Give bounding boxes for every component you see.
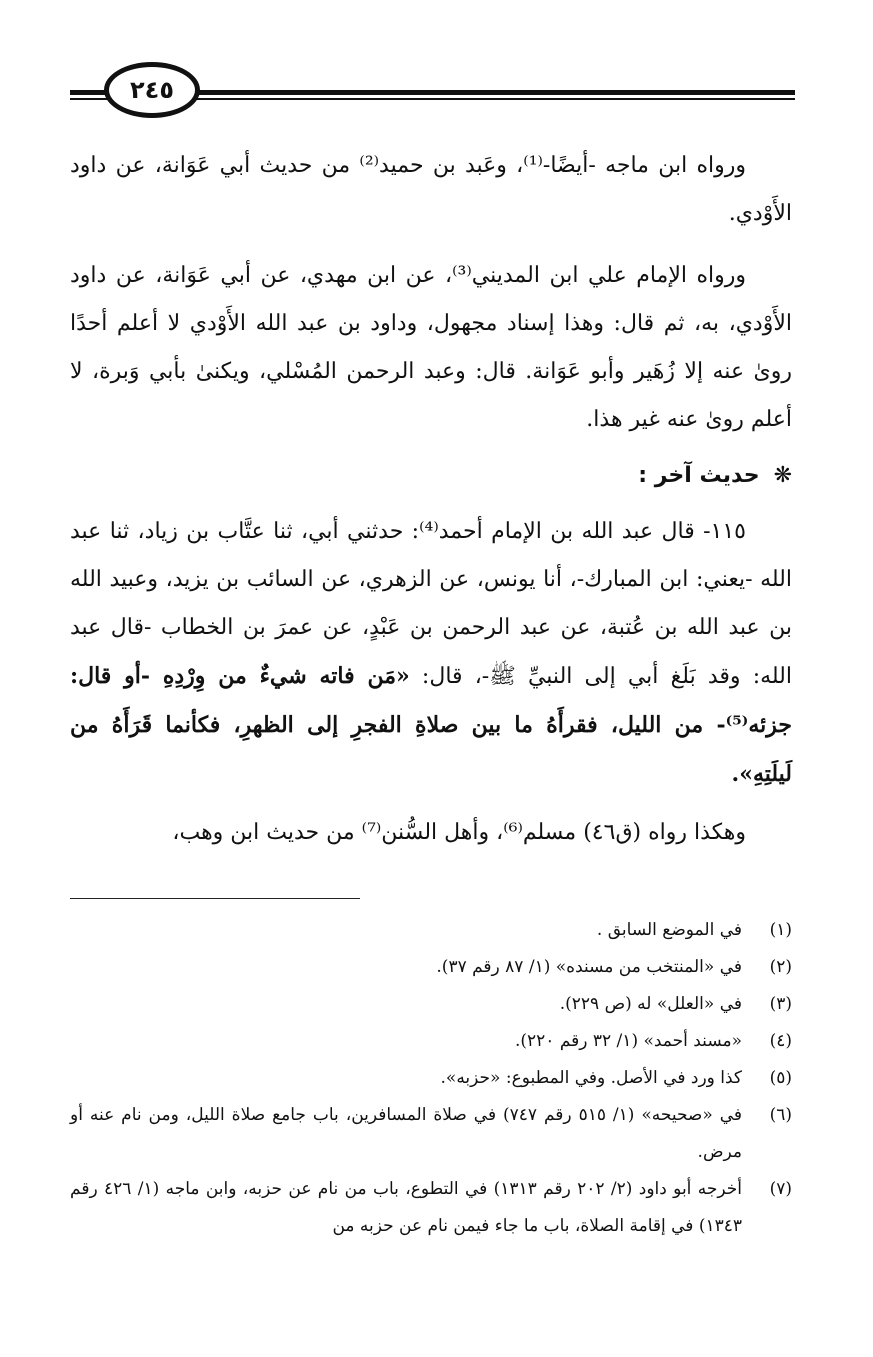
main-text [70, 142, 792, 857]
footnote-number: (١) [769, 920, 792, 940]
footnotes [70, 912, 792, 1245]
section-heading [70, 452, 792, 500]
footnote-number: (٧) [769, 1179, 792, 1199]
footnote-number: (٢) [769, 957, 792, 977]
footnote-text: في الموضع السابق . [596, 920, 742, 940]
asterism-icon: ❋ [773, 463, 792, 488]
paragraph-4: وهكذا رواه (ق٤٦) مسلم⁽⁶⁾، وأهل السُّنن⁽⁷⁾ من حديث ابن وهب، [172, 820, 746, 845]
footnote-item [70, 986, 792, 1023]
footnote-text: كذا ورد في الأصل. وفي المطبوع: «حزبه». [440, 1068, 742, 1088]
paragraph-2: ورواه الإمام علي ابن المديني⁽³⁾، عن ابن مهدي، عن أبي عَوَانة، عن داود الأَوْدي، به، ثم قال: وهذا إسناد مجهول، وداود بن عبد الله الأَوْدي لا أعلم أحدًا روىٰ عنه إلا زُهَير وأبو عَوَانة. قال: وعبد الرحمن المُسْلي، ويكنىٰ بأبي وَبرة، لا أعلم روىٰ عنه غير هذا. [70, 263, 792, 432]
page-number-oval [104, 62, 200, 118]
paragraph-3 [70, 508, 792, 799]
hadith-quote: «مَن فاته شيءٌ من وِرْدِهِ -أو قال: جزئه⁽⁵⁾- من الليل، فقرأَهُ ما بين صلاةِ الفجرِ إلى الظهرِ، فكأنما قَرَأَهُ من لَيلَتِهِ». [70, 663, 792, 787]
footnote-item [70, 1023, 792, 1060]
footnote-number: (٦) [769, 1105, 792, 1125]
footnote-separator [70, 898, 360, 899]
footnote-item [70, 912, 792, 949]
footnote-number: (٣) [769, 994, 792, 1014]
footnote-text: في «العلل» له (ص ٢٢٩). [559, 994, 742, 1014]
paragraph-1: ورواه ابن ماجه -أيضًا-⁽¹⁾، وعَبد بن حميد⁽²⁾ من حديث أبي عَوَانة، عن داود الأَوْدي. [70, 153, 792, 226]
section-heading-text: حديث آخر : [638, 463, 760, 488]
footnote-item [70, 1171, 792, 1245]
page-number: ٢٤٥ [130, 76, 174, 104]
footnote-text: أخرجه أبو داود (٢/ ٢٠٢ رقم ١٣١٣) في التطوع، باب من نام عن حزبه، وابن ماجه (١/ ٤٢٦ رقم ١٣٤٣) في إقامة الصلاة، باب ما جاء فيمن نام عن حزبه من [70, 1179, 742, 1236]
footnote-number: (٥) [769, 1068, 792, 1088]
footnote-number: (٤) [769, 1031, 792, 1051]
footnote-text: في «صحيحه» (١/ ٥١٥ رقم ٧٤٧) في صلاة المسافرين، باب جامع صلاة الليل، ومن نام عنه أو مرض. [70, 1105, 742, 1162]
footnote-text: في «المنتخب من مسنده» (١/ ٨٧ رقم ٣٧). [436, 957, 742, 977]
page-header [70, 62, 795, 122]
paragraph-3-lead: ١١٥- قال عبد الله بن الإمام أحمد⁽⁴⁾: حدثني أبي، ثنا عتَّاب بن زياد، ثنا عبد الله -يعني: ابن المبارك-، أنا يونس، عن الزهري، عن السائب بن يزيد، وعبيد الله بن عبد الله بن عُتبة، عن عبد الرحمن بن عَبْدٍ، عن عمرَ بن الخطاب -قال عبد الله: وقد بَلَغ أبي إلى النبيِّ ﷺ-، قال: [70, 519, 792, 689]
footnote-item [70, 949, 792, 986]
footnote-text: «مسند أحمد» (١/ ٣٢ رقم ٢٢٠). [514, 1031, 742, 1051]
footnote-item [70, 1060, 792, 1097]
footnote-item [70, 1097, 792, 1171]
